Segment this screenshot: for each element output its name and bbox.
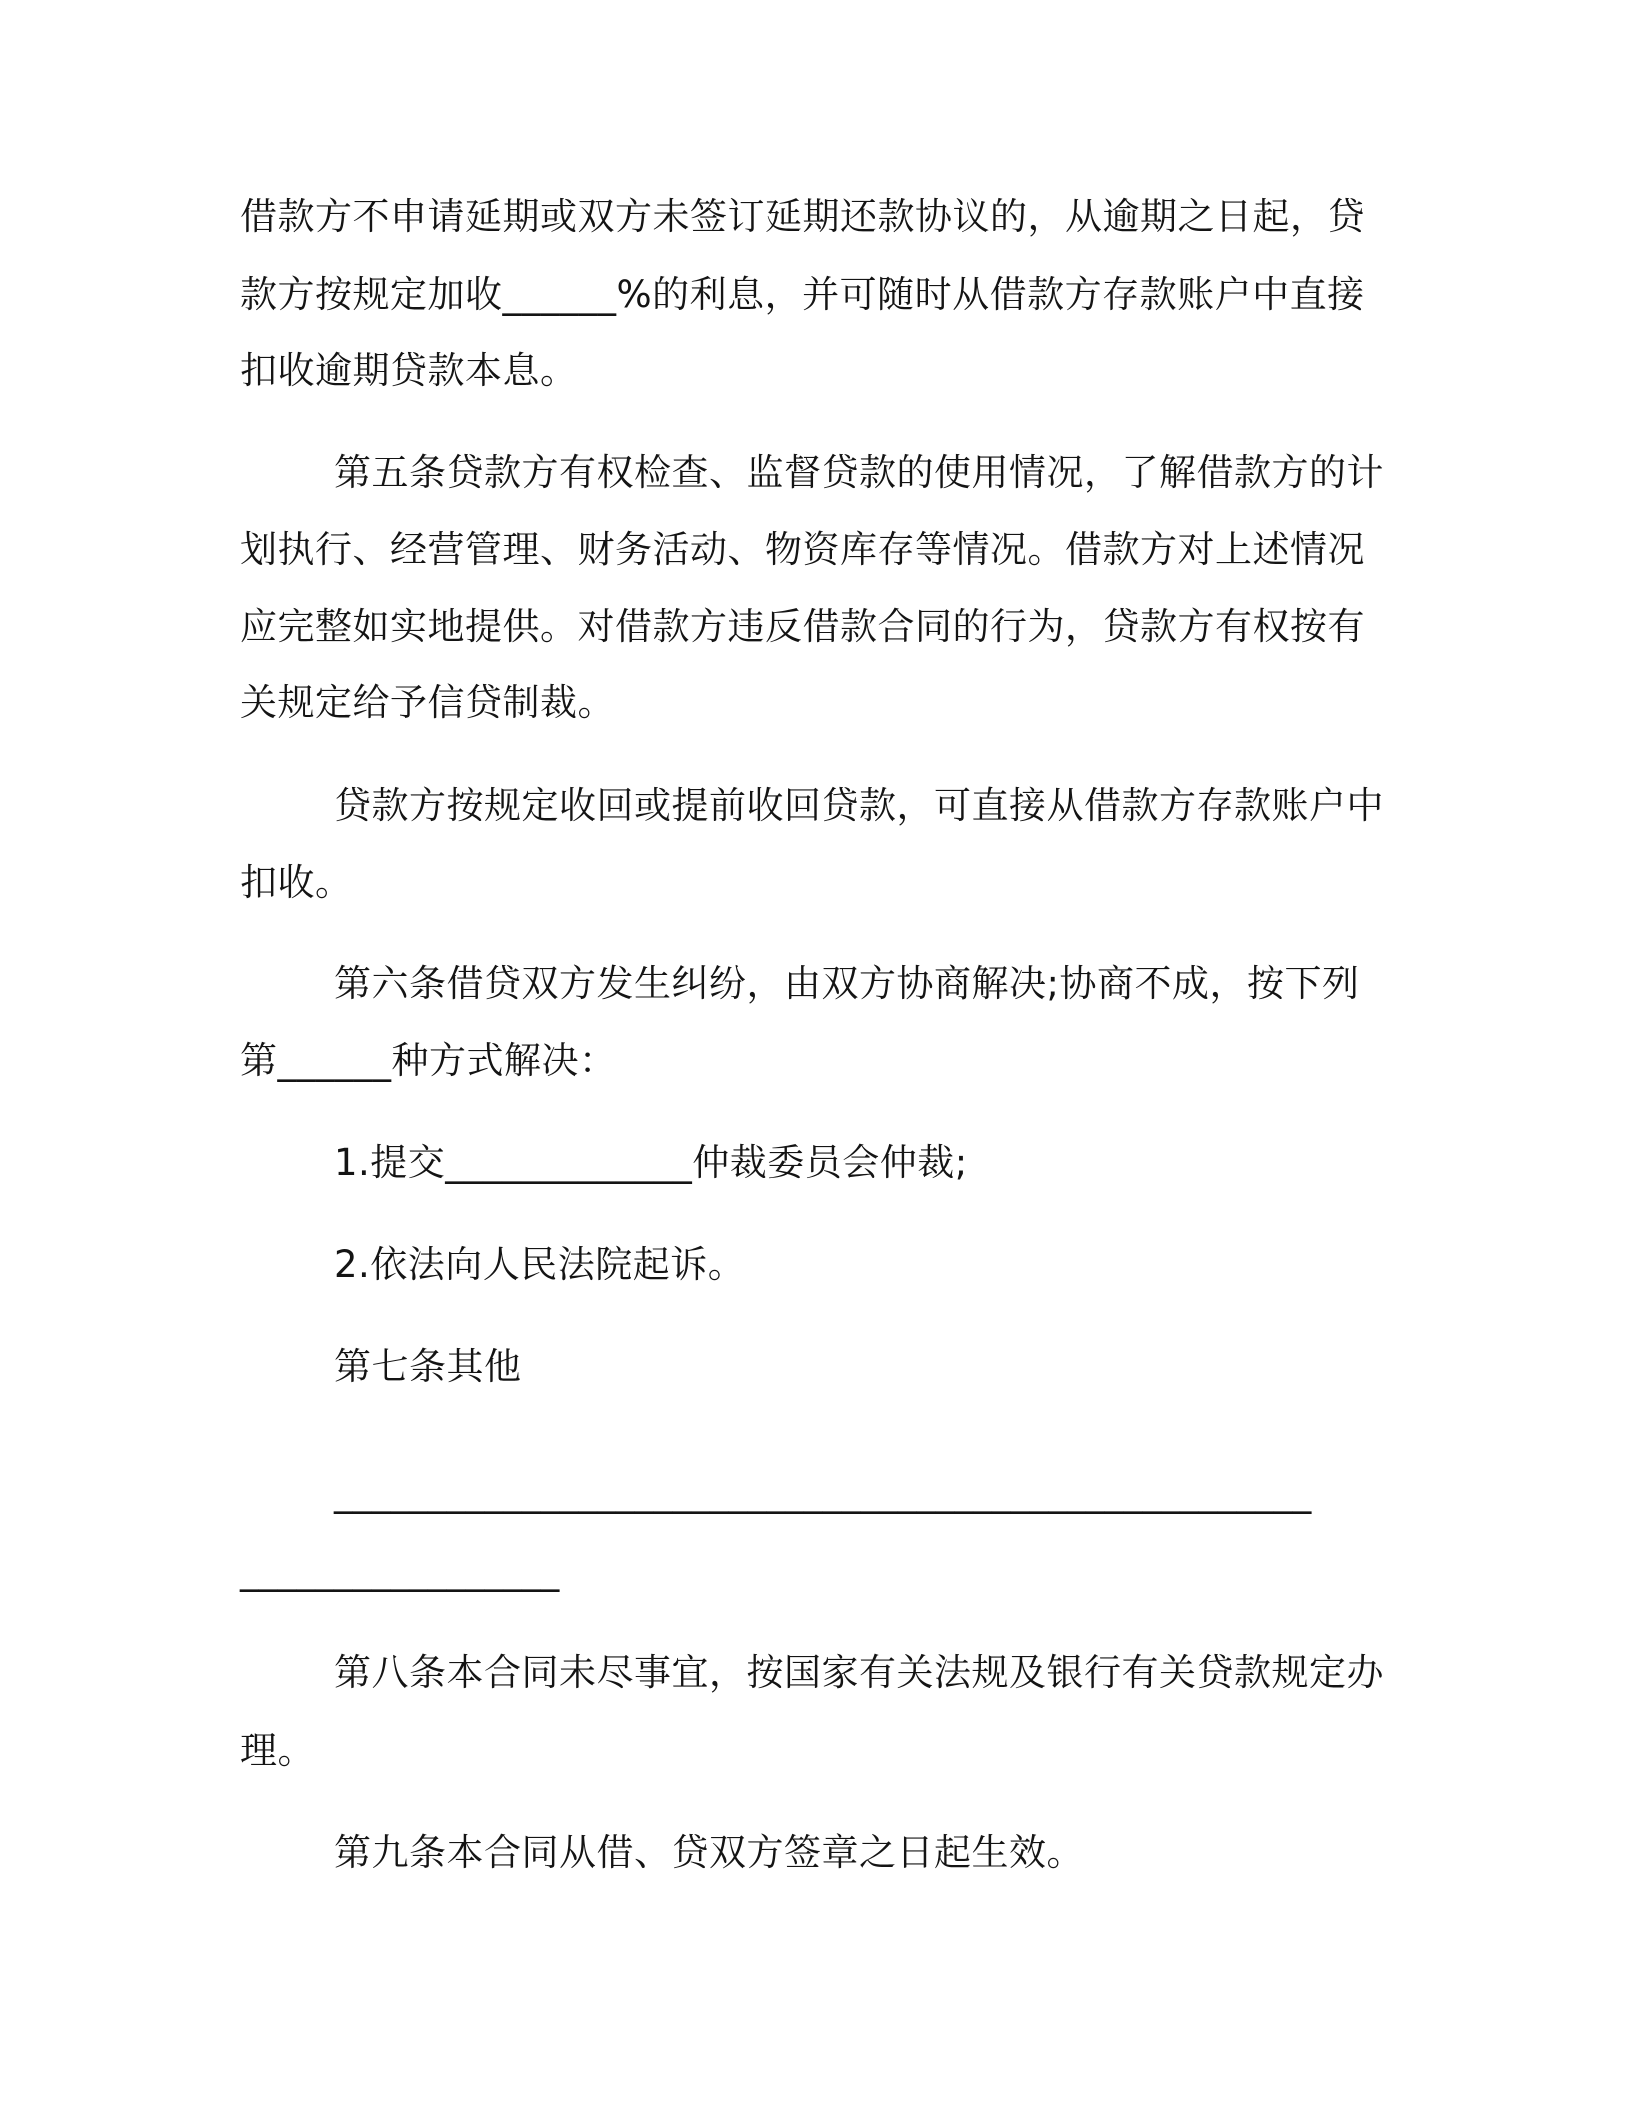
- fill-line: ____________________________________________________: [334, 1471, 1312, 1514]
- text-line: 第七条其他: [334, 1345, 522, 1388]
- text-line: 款方按规定加收______%的利息，并可随时从借款方存款账户中直接: [240, 273, 1365, 316]
- text-line: 第______种方式解决：: [240, 1039, 617, 1082]
- text-line: 第六条借贷双方发生纠纷，由双方协商解决;协商不成，按下列: [334, 962, 1360, 1005]
- text-line: 划执行、经营管理、财务活动、物资库存等情况。借款方对上述情况: [240, 528, 1365, 571]
- fill-line: _________________: [240, 1549, 560, 1592]
- text-line: 理。: [240, 1729, 315, 1772]
- text-line: 第八条本合同未尽事宜，按国家有关法规及银行有关贷款规定办: [334, 1651, 1384, 1694]
- text-line: 第九条本合同从借、贷双方签章之日起生效。: [334, 1831, 1084, 1874]
- text-line: 第五条贷款方有权检查、监督贷款的使用情况，了解借款方的计: [334, 451, 1384, 494]
- text-line: 贷款方按规定收回或提前收回贷款，可直接从借款方存款账户中: [334, 784, 1384, 827]
- text-line: 扣收逾期贷款本息。: [240, 349, 578, 392]
- text-line: 关规定给予信贷制裁。: [240, 681, 615, 724]
- text-line: 1.提交_____________仲裁委员会仲裁;: [334, 1141, 968, 1184]
- text-line: 2.依法向人民法院起诉。: [334, 1243, 746, 1286]
- text-line: 借款方不申请延期或双方未签订延期还款协议的，从逾期之日起，贷: [240, 195, 1365, 238]
- text-line: 扣收。: [240, 861, 353, 904]
- text-line: 应完整如实地提供。对借款方违反借款合同的行为，贷款方有权按有: [240, 605, 1365, 648]
